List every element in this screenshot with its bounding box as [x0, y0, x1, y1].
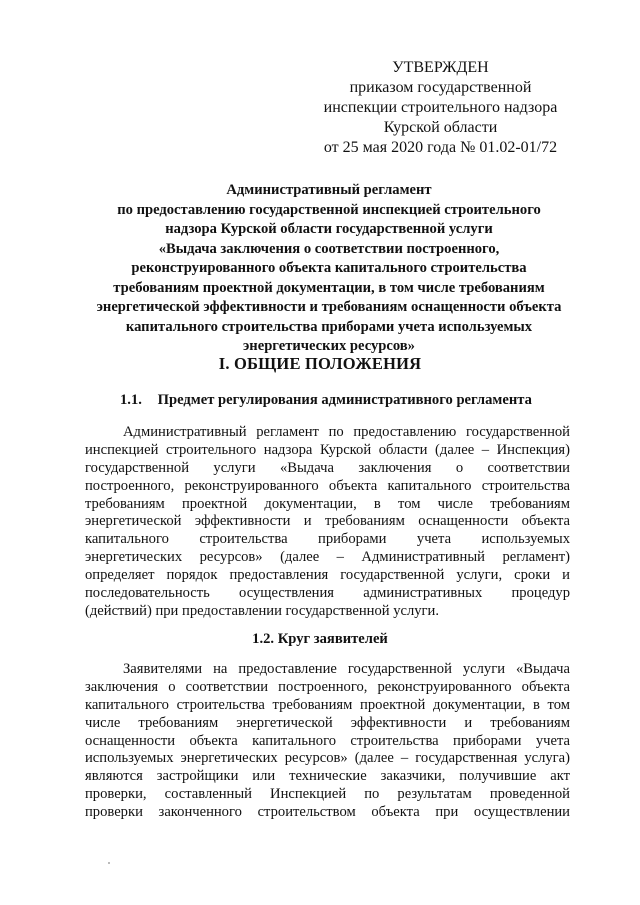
paragraph-line: капитального строительства требованиям проектной документации, в том	[85, 696, 570, 713]
subsection-number: 1.1.	[120, 392, 142, 408]
paragraph-line: заключения о соответствии построенного, реконструированного объекта	[85, 678, 570, 695]
document-title	[80, 181, 578, 357]
approval-line: от 25 мая 2020 года № 01.02-01/72	[323, 139, 558, 156]
title-line: энергетической эффективности и требованиям оснащенности объекта	[96, 299, 562, 315]
paragraph-line: оснащенности объекта капитального строительства приборами учета	[85, 732, 570, 749]
title-line: Административный регламент	[226, 182, 432, 198]
paragraph-line: (действий) при предоставлении государственной услуги.	[85, 602, 439, 619]
approval-line: Курской области	[383, 119, 498, 136]
title-line: требованиям проектной документации, в том числе требованиям	[113, 279, 545, 296]
approval-line: УТВЕРЖДЕН	[392, 59, 489, 76]
paragraph-line: построенного, реконструированного объекта капитального строительства	[85, 477, 570, 494]
approval-stamp	[318, 58, 563, 158]
paragraph-line: энергетических ресурсов» (далее – Административный регламент)	[85, 549, 570, 566]
paragraph-line: числе требованиям энергетической эффективности и требованиям	[85, 714, 570, 731]
paragraph-line: требованиям проектной документации, в том числе требованиям	[85, 495, 570, 512]
paragraph-line: проверки законченного строительством объекта при осуществлении	[85, 804, 570, 821]
title-line: «Выдача заключения о соответствии построенного,	[158, 240, 500, 257]
paragraph-line: инспекцией строительного надзора Курской области (далее – Инспекция)	[85, 441, 570, 458]
title-line: надзора Курской области государственной услуги	[165, 221, 493, 237]
paragraph	[85, 424, 570, 621]
paragraph-line: государственной услуги «Выдача заключения о соответствии	[85, 459, 570, 476]
paragraph-line: проверки, составленный Инспекцией по результатам проведенной	[85, 786, 570, 803]
scan-speck	[108, 862, 110, 864]
subsection-heading	[120, 392, 532, 409]
paragraph-line: капитального строительства приборами учета используемых	[85, 531, 570, 548]
paragraph-line: определяет порядок предоставления государственной услуги, сроки и	[85, 567, 570, 584]
title-line: реконструированного объекта капитального строительства	[131, 260, 527, 276]
paragraph-line: Заявителями на предоставление государственной услуги «Выдача	[123, 661, 570, 677]
paragraph-line: энергетической эффективности и требованиям оснащенности объекта	[85, 513, 570, 530]
paragraph-line: Административный регламент по предоставлению государственной	[123, 424, 570, 440]
paragraph-line: последовательность осуществления административных процедур	[85, 585, 570, 602]
title-line: по предоставлению государственной инспекцией строительного	[117, 201, 541, 218]
title-line: капитального строительства приборами учета используемых	[125, 318, 533, 335]
paragraph-line: используемых энергетических ресурсов» (далее – государственная услуга)	[85, 750, 570, 767]
title-line: энергетических ресурсов»	[243, 338, 415, 354]
paragraph	[85, 661, 570, 822]
subsection-title: Предмет регулирования административного регламента	[157, 392, 532, 408]
subsection-heading-applicants: 1.2. Круг заявителей	[252, 631, 388, 647]
approval-line: инспекции строительного надзора	[323, 99, 558, 116]
section-heading: I. ОБЩИЕ ПОЛОЖЕНИЯ	[218, 354, 422, 373]
paragraph-line: являются застройщики или технические заказчики, получившие акт	[85, 768, 570, 785]
approval-line: приказом государственной	[349, 79, 532, 96]
